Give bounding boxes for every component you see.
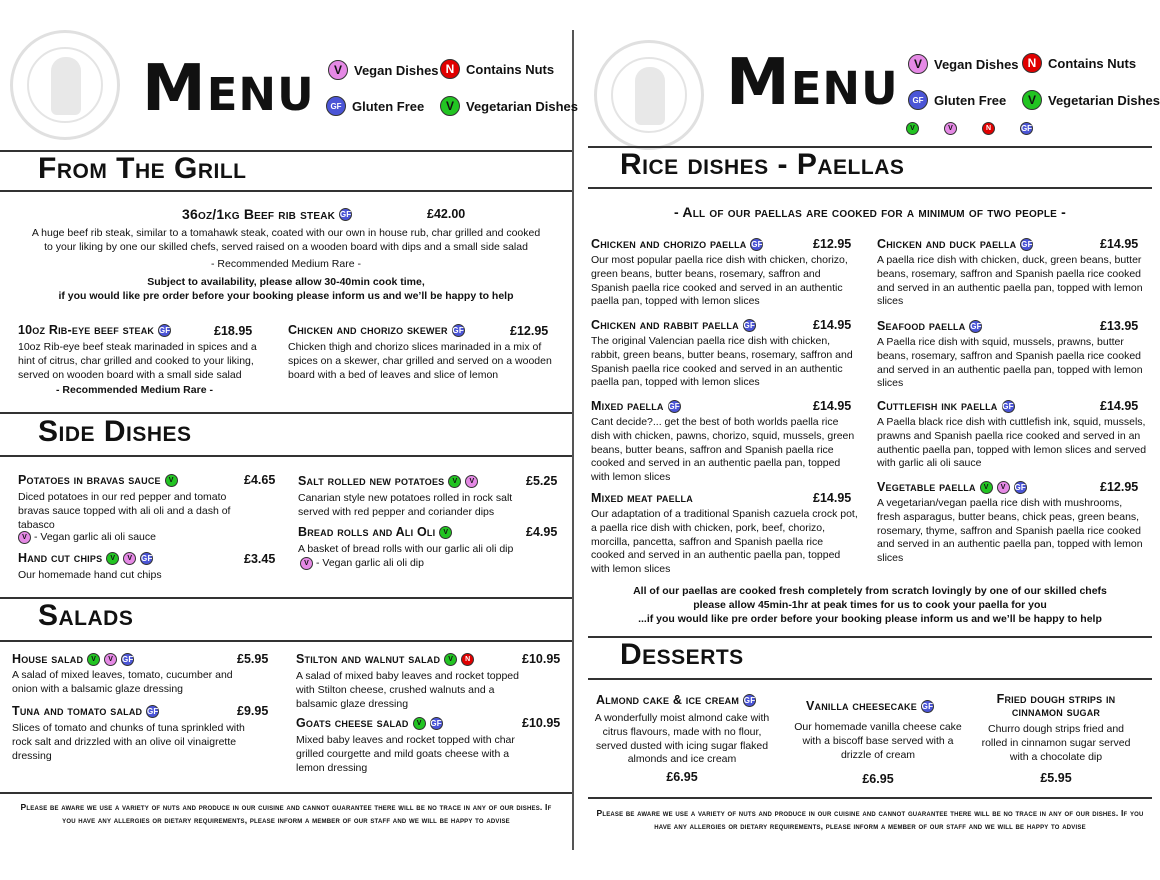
section-rule — [588, 797, 1152, 799]
menu-page-left — [0, 0, 578, 880]
menu-item-beef-rib-steak — [182, 206, 352, 222]
section-title-desserts: Desserts — [620, 638, 744, 671]
menu-item-tuna-salad — [12, 704, 159, 718]
legend-nuts-label: Contains Nuts — [1048, 55, 1137, 71]
restaurant-seal-logo — [594, 40, 704, 150]
menu-item-goats-cheese-salad — [296, 716, 443, 730]
section-title-sides: Side Dishes — [38, 415, 192, 448]
item-name: Mixed paella — [591, 399, 664, 413]
menu-item-ribeye — [18, 323, 171, 337]
item-description: 10oz Rib-eye beef steak marinaded in spices and a hint of citrus, char grilled and cooked to your liking, served on wooden board with a small side salad — [18, 341, 257, 381]
item-name: Almond cake & ice cream — [596, 693, 740, 707]
gluten-free-icon: GF — [743, 320, 756, 330]
vegetarian-icon: V — [448, 475, 461, 488]
item-price: £10.95 — [522, 652, 561, 666]
page-divider — [572, 30, 574, 850]
gluten-free-icon: GF — [339, 209, 352, 219]
item-price: £14.95 — [813, 399, 852, 413]
menu-item-seafood-paella — [877, 319, 982, 333]
legend-gluten-label: Gluten Free — [352, 98, 425, 114]
vegetarian-icon: V — [106, 552, 119, 565]
gluten-free-icon: GF — [121, 654, 134, 664]
legend-vegan — [328, 60, 439, 80]
legend-gluten-label: Gluten Free — [934, 92, 1007, 108]
item-price: £5.95 — [237, 652, 269, 666]
legend-vegetarian — [1022, 90, 1160, 110]
legend-nuts — [440, 59, 554, 79]
vegan-icon: V — [123, 552, 136, 565]
vegan-icon: V — [328, 60, 348, 80]
nuts-icon: N — [440, 59, 460, 79]
item-price: £10.95 — [522, 716, 561, 730]
item-price: £9.95 — [237, 704, 269, 718]
gluten-free-icon: GF — [326, 96, 346, 116]
item-description: Mixed baby leaves and rocket topped with char grilled courgette and mild goats cheese with a lemon dressing — [296, 734, 515, 774]
vegan-icon: V — [944, 122, 957, 135]
legend-vegan-label: Vegan Dishes — [354, 62, 439, 78]
menu-item-mixed-meat-paella — [591, 491, 693, 505]
section-rule — [0, 190, 572, 192]
allergy-notice: Please be aware we use a variety of nuts and produce in our cuisine and cannot guarantee there will be no trace in any of our dishes. If you have any allergies or dietary requirements, please inform a member of our staff and we will be happy to advise — [596, 808, 1144, 831]
item-description: Cant decide?... get the best of both worlds paella rice dish with chicken, pawns, chorizo, squid, mussels, green beans, butter beans, saffron and Spanish paella rice cooked and served in an authentic paella pan, topped with lemon slices — [591, 416, 855, 484]
gluten-free-icon: GF — [147, 706, 159, 716]
vegetarian-icon: V — [980, 481, 993, 494]
item-description: A basket of bread rolls with our garlic ali oli dip — [298, 543, 514, 555]
nuts-icon: N — [461, 653, 474, 666]
item-name: Bread rolls and Ali Oli — [298, 525, 436, 539]
item-name: Vegetable paella — [877, 480, 976, 494]
gluten-free-icon: GF — [908, 90, 928, 110]
legend-vegetarian-label: Vegetarian Dishes — [466, 98, 578, 114]
dancers-figure-icon — [635, 67, 665, 125]
cook-time-note: Subject to availability, please allow 30-40min cook time, — [147, 276, 425, 288]
item-name: House salad — [12, 652, 84, 666]
section-rule — [0, 792, 572, 794]
vegan-icon: V — [997, 481, 1010, 494]
item-price: £6.95 — [862, 772, 894, 786]
item-price: £3.45 — [244, 552, 276, 566]
item-price: £5.95 — [1040, 771, 1072, 785]
item-description: Canarian style new potatoes rolled in rock salt served with red pepper and coriander dips — [298, 492, 513, 518]
gluten-free-icon: GF — [668, 401, 680, 411]
paella-minimum-note: - All of our paellas are cooked for a minimum of two people - — [673, 204, 1067, 220]
legend-gluten — [908, 90, 1006, 110]
legend-symbol-strip — [906, 122, 1033, 135]
item-name: Chicken and rabbit paella — [591, 318, 739, 332]
item-name: Chicken and chorizo paella — [591, 237, 747, 251]
menu-item-house-salad — [12, 652, 134, 666]
vegetarian-icon: V — [165, 474, 178, 487]
menu-title: Menu — [726, 46, 899, 120]
preorder-note: if you would like pre order before your booking please inform us and we’ll be happy to help — [58, 290, 514, 302]
item-name: 36oz/1kg Beef rib steak — [182, 206, 336, 222]
legend-vegetarian-label: Vegetarian Dishes — [1048, 92, 1160, 108]
item-price: £14.95 — [1100, 237, 1139, 251]
nuts-icon: N — [982, 122, 995, 135]
recommendation-note: - Recommended Medium Rare - — [211, 258, 361, 270]
item-price: £42.00 — [427, 207, 466, 221]
vegetarian-icon: V — [413, 717, 426, 730]
recommendation-note: - Recommended Medium Rare - — [56, 384, 213, 396]
menu-item-salt-potatoes — [298, 474, 478, 488]
vegan-icon: V — [465, 475, 478, 488]
item-price: £4.95 — [526, 525, 558, 539]
item-price: £12.95 — [510, 324, 549, 338]
item-price: £5.25 — [526, 474, 558, 488]
menu-item-hand-cut-chips — [18, 551, 153, 565]
item-description: A vegetarian/vegan paella rice dish with mushrooms, fresh asparagus, butter beans, chick peas, green beans, rosemary, thyme, saffron and Spanish paella rice cooked and served in an authentic paella pan, topped with lemon slices — [877, 497, 1143, 565]
section-title-salads: Salads — [38, 599, 134, 632]
section-rule — [0, 412, 572, 414]
menu-item-bread-rolls — [298, 525, 452, 539]
vegetarian-icon: V — [444, 653, 457, 666]
vegetarian-icon: V — [1022, 90, 1042, 110]
nuts-icon: N — [1022, 53, 1042, 73]
item-description: A huge beef rib steak, similar to a tomahawk steak, coated with our own in house rub, char grilled and cooked to your liking by one our skilled chefs, served raised on a wooden board with dips and a small side salad — [31, 227, 541, 253]
item-name: Stilton and walnut salad — [296, 652, 441, 666]
gluten-free-icon: GF — [158, 325, 171, 335]
vegetarian-icon: V — [87, 653, 100, 666]
menu-item-rabbit-paella — [591, 318, 756, 332]
gluten-free-icon: GF — [743, 695, 756, 705]
section-title-grill: From The Grill — [38, 152, 247, 185]
restaurant-seal-logo — [10, 30, 120, 140]
item-name: Seafood paella — [877, 319, 966, 333]
menu-item-fried-dough-strips: Fried dough strips in cinnamon sugar — [996, 692, 1116, 719]
item-name: Vanilla cheesecake — [806, 699, 917, 713]
menu-item-stilton-salad — [296, 652, 474, 666]
legend-vegan — [908, 54, 1019, 74]
item-name: Potatoes in bravas sauce — [18, 473, 161, 487]
item-description: A salad of mixed leaves, tomato, cucumber and onion with a balsamic glaze dressing — [12, 669, 233, 695]
legend-vegan-label: Vegan Dishes — [934, 56, 1019, 72]
vegan-option-note: V - Vegan garlic ali oli sauce — [18, 531, 156, 545]
gluten-free-icon: GF — [921, 701, 934, 711]
menu-item-vanilla-cheesecake — [806, 699, 934, 713]
menu-item-cuttlefish-paella — [877, 399, 1015, 413]
menu-item-almond-cake — [596, 693, 756, 707]
section-rule — [0, 640, 572, 642]
item-price: £14.95 — [1100, 399, 1139, 413]
item-name: 10oz Rib-eye beef steak — [18, 323, 155, 337]
dancers-figure-icon — [51, 57, 81, 115]
item-name: Salt rolled new potatoes — [298, 474, 445, 488]
paella-time-note: please allow 45min-1hr at peak times for us to cook your paella for you — [693, 599, 1047, 611]
gluten-free-icon: GF — [1021, 239, 1033, 249]
vegan-icon: V — [104, 653, 117, 666]
vegetarian-icon: V — [906, 122, 919, 135]
legend-vegetarian — [440, 96, 578, 116]
gluten-free-icon: GF — [751, 239, 763, 249]
item-description: A wonderfully moist almond cake with citrus flavours, made with no flour, served dusted with icing sugar flaked almonds and ice cream — [594, 712, 770, 766]
vegan-option-note: V - Vegan garlic ali oli dip — [300, 557, 424, 571]
section-rule — [588, 187, 1152, 189]
item-name: Chicken and duck paella — [877, 237, 1017, 251]
item-description: Diced potatoes in our red pepper and tomato bravas sauce topped with ali oli and a dash of tabasco — [18, 491, 231, 531]
section-rule — [588, 678, 1152, 680]
gluten-free-icon: GF — [430, 718, 442, 728]
item-name: Cuttlefish ink paella — [877, 399, 998, 413]
menu-title: Menu — [142, 52, 315, 126]
item-description: A paella rice dish with chicken, duck, green beans, butter beans, rosemary, saffron and Spanish paella rice cooked and served in an authentic paella pan, topped with lemon slices — [877, 254, 1143, 308]
item-description: Our most popular paella rice dish with chicken, chorizo, green beans, butter beans, rosemary, saffron and Spanish paella rice cooked and served in an authentic paella pan, topped with lemon slices — [591, 254, 848, 308]
gluten-free-icon: GF — [1014, 482, 1026, 492]
legend-gluten — [326, 96, 424, 116]
legend-nuts — [1022, 53, 1136, 73]
item-description: The original Valencian paella rice dish with chicken, rabbit, green beans, butter beans, rosemary, saffron and Spanish paella rice cooked and served in an authentic paella pan, topped with lemon slices — [591, 335, 853, 389]
gluten-free-icon: GF — [1020, 124, 1033, 133]
gluten-free-icon: GF — [970, 321, 982, 331]
menu-item-mixed-paella — [591, 399, 681, 413]
item-description: Our homemade vanilla cheese cake with a biscoff base served with a drizzle of cream — [794, 721, 962, 761]
vegan-icon: V — [300, 557, 313, 570]
allergy-notice: Please be aware we use a variety of nuts and produce in our cuisine and cannot guarantee there will be no trace in any of our dishes. If you have any allergies or dietary requirements, please inform a member of our staff and we will be happy to advise — [20, 802, 552, 825]
item-description: A Paella rice dish with squid, mussels, prawns, butter beans, rosemary, saffron and Spanish paella rice cooked and served in an authentic paella pan, topped with lemon slices — [877, 336, 1143, 390]
section-rule — [0, 455, 572, 457]
item-price: £13.95 — [1100, 319, 1139, 333]
gluten-free-icon: GF — [1002, 401, 1014, 411]
item-price: £14.95 — [813, 318, 852, 332]
item-price: £4.65 — [244, 473, 276, 487]
item-price: £14.95 — [813, 491, 852, 505]
gluten-free-icon: GF — [141, 553, 153, 563]
menu-item-chorizo-paella — [591, 237, 763, 251]
item-price: £6.95 — [666, 770, 698, 784]
item-price: £12.95 — [813, 237, 852, 251]
vegan-icon: V — [908, 54, 928, 74]
item-description: Chicken thigh and chorizo slices marinaded in a mix of spices on a skewer, char grilled and served on a wooden board with a bed of leaves and slice of lemon — [288, 341, 552, 381]
vegetarian-icon: V — [440, 96, 460, 116]
item-description: Churro dough strips fried and rolled in cinnamon sugar served with a chocolate dip — [981, 723, 1131, 763]
item-price: £12.95 — [1100, 480, 1139, 494]
menu-item-vegetable-paella — [877, 480, 1027, 494]
item-description: Our homemade hand cut chips — [18, 569, 162, 581]
item-price: £18.95 — [214, 324, 253, 338]
legend-nuts-label: Contains Nuts — [466, 61, 555, 77]
section-title-paellas: Rice dishes - Paellas — [620, 148, 905, 181]
item-description: A salad of mixed baby leaves and rocket topped with Stilton cheese, crushed walnuts and a balsamic glaze dressing — [296, 670, 519, 710]
vegetarian-icon: V — [439, 526, 452, 539]
item-name: Mixed meat paella — [591, 491, 693, 505]
item-description: Slices of tomato and chunks of tuna sprinkled with rock salt and drizzled with an olive oil vinaigrette dressing — [12, 722, 245, 762]
paella-fresh-note: All of our paellas are cooked fresh completely from scratch lovingly by one of our skilled chefs — [633, 585, 1107, 597]
menu-item-duck-paella — [877, 237, 1033, 251]
item-name: Tuna and tomato salad — [12, 704, 143, 718]
gluten-free-icon: GF — [452, 325, 464, 335]
menu-page-right — [588, 0, 1160, 880]
vegan-icon: V — [18, 531, 31, 544]
item-name: Hand cut chips — [18, 551, 103, 565]
item-name: Goats cheese salad — [296, 716, 409, 730]
item-description: A Paella black rice dish with cuttlefish ink, squid, mussels, prawns and Spanish paella rice cooked and served in an authentic paella pan, topped with lemon slices and served with garlic ali oli sauce — [877, 416, 1147, 470]
menu-item-bravas — [18, 473, 178, 487]
item-name: Chicken and chorizo skewer — [288, 323, 448, 337]
item-description: Our adaptation of a traditional Spanish cazuela crock pot, a paella rice dish with chicken, pork, beef, chorizo, morcilla, pancetta, saffron and Spanish paella rice cooked and served in an authentic paella pan, topped with lemon slices — [591, 508, 858, 576]
menu-item-chorizo-skewer — [288, 323, 465, 337]
preorder-note: ...if you would like pre order before your booking please inform us and we’ll be happy to help — [638, 613, 1102, 625]
